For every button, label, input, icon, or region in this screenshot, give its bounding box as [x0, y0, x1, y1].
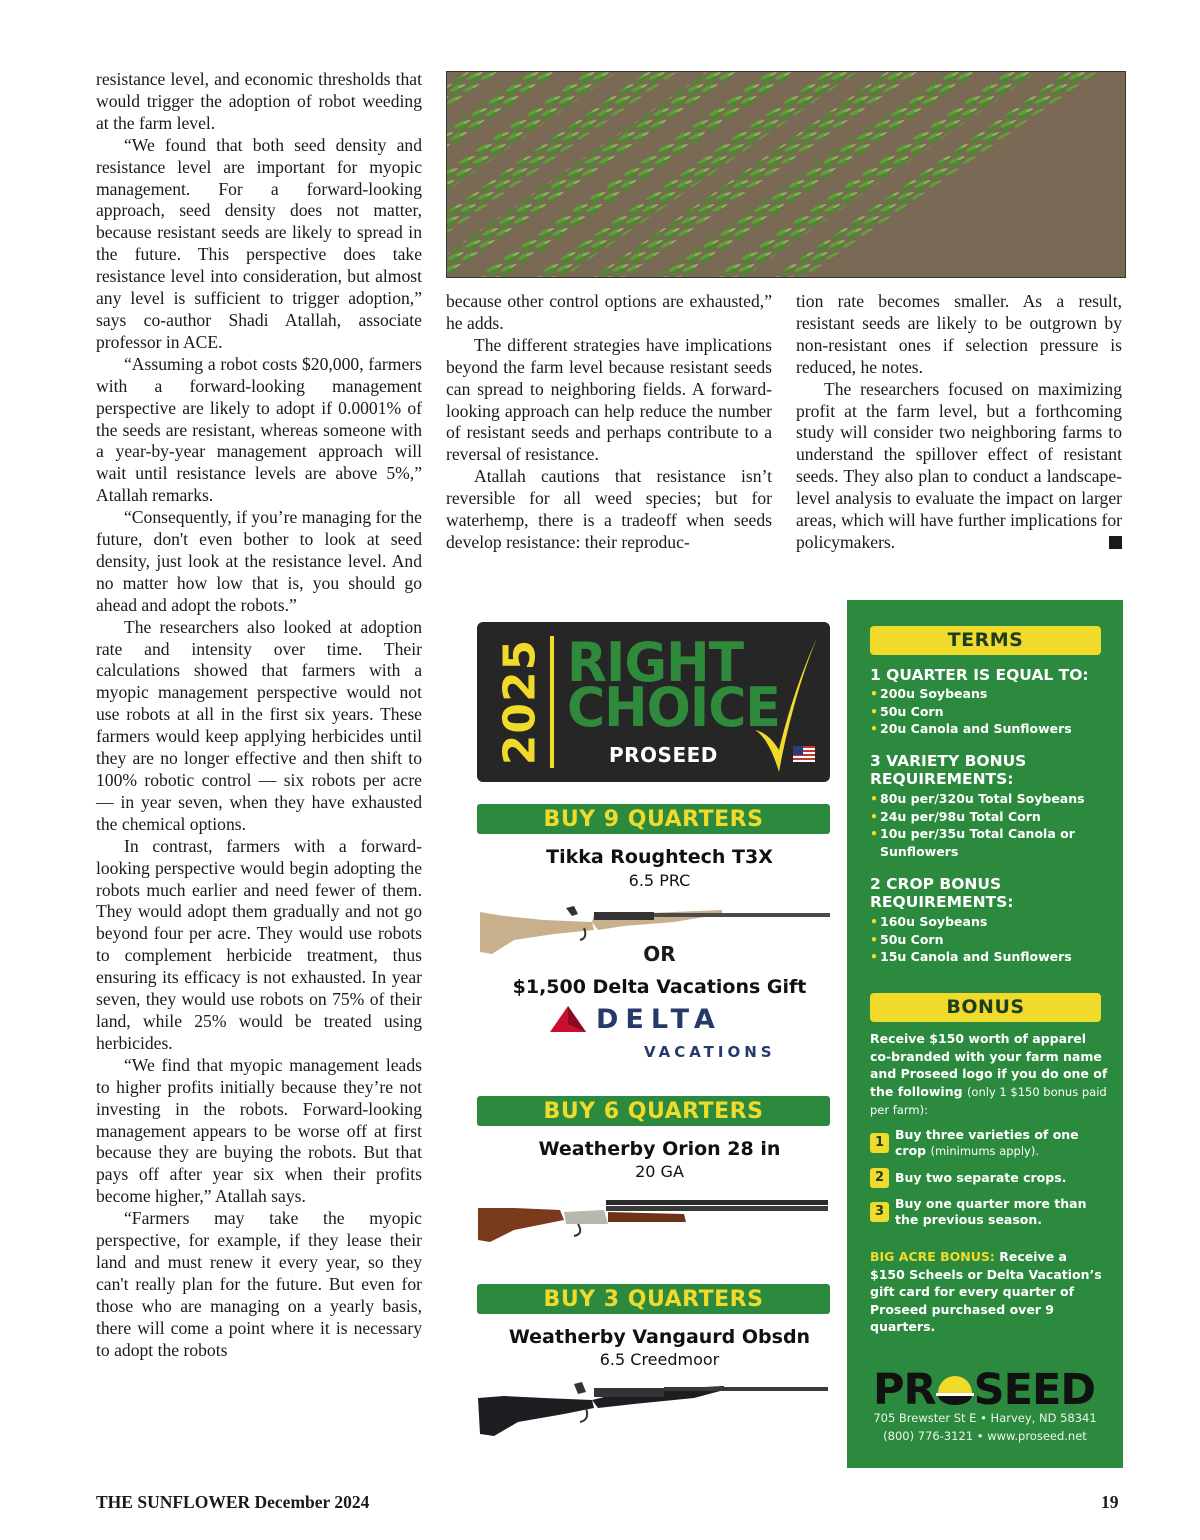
paragraph: In contrast, farmers with a forward-looking perspective would begin adopting the robots much earlier and need fewer of them. They would adopt them gradually and not go beyond four per acre. They would use robots to complement herbicide treatment, thus ensuring its efficacy is not exhausted. In year seven, they would use robots on 75% of their land, while 25% would be treated using herbicides. — [96, 835, 422, 1053]
bonus-note: (only 1 $150 bonus paid per farm): — [870, 1084, 1107, 1117]
list-item: • 24u per/98u Total Corn — [870, 808, 1115, 826]
vacations-wordmark: VACATIONS — [644, 1043, 776, 1061]
article-column-2 — [446, 291, 772, 554]
list-item: • 10u per/35u Total Canola or Sunflowers — [870, 825, 1115, 860]
logo-suffix: SEED — [973, 1365, 1096, 1415]
bonus-text: Receive $150 worth of apparel co-branded with your farm name and Proseed logo if you do one of the following — [870, 1031, 1108, 1099]
paragraph: tion rate becomes smaller. As a result, resistant seeds are likely to be outgrown by non-resistant ones if selection pressure is reduced, he notes. — [796, 291, 1122, 377]
paragraph: Atallah cautions that resistance isn’t reversible for all weed species; but for waterhemp, there is a tradeoff when seeds develop resistance: their reproduc- — [446, 466, 772, 552]
option-note: (minimums apply). — [930, 1144, 1039, 1158]
crop-bonus-heading: 2 CROP BONUS REQUIREMENTS: — [870, 875, 1014, 911]
prize-name: Weatherby Vangaurd Obsdn — [508, 1326, 811, 1348]
prize-name: Tikka Roughtech T3X — [546, 846, 773, 868]
prize-caliber: 6.5 PRC — [628, 871, 691, 890]
end-of-article-mark — [1109, 536, 1122, 549]
crop-bonus-list — [870, 913, 1115, 966]
article-column-3 — [796, 291, 1122, 554]
soybean-field-photo — [446, 71, 1126, 278]
paragraph: The different strategies have implications beyond the farm level because resistant seeds can spread to neighboring fields. A forward-looking approach can help reduce the number of resistant seeds and perhaps contribute to a reversal of resistance. — [446, 334, 772, 465]
big-acre-bonus — [870, 1248, 1106, 1336]
paragraph: “Consequently, if you’re managing for the future, don't even bother to look at seed density, just look at the resistance level. And no matter how low that is, you should go ahead and adopt the robots.” — [96, 507, 422, 615]
publication-footer: THE SUNFLOWER December 2024 — [96, 1492, 370, 1512]
contact: (800) 776-3121 • www.proseed.net — [883, 1429, 1087, 1443]
option-text — [895, 1127, 1110, 1159]
terms-panel — [847, 600, 1123, 1468]
list-item: • 50u Corn — [870, 703, 1115, 721]
bonus-description — [870, 1030, 1110, 1120]
prize-caliber: 6.5 Creedmoor — [599, 1350, 720, 1369]
option-number: 1 — [870, 1133, 889, 1153]
quarter-definition-list — [870, 685, 1115, 738]
list-item: • 20u Canola and Sunflowers — [870, 720, 1115, 738]
rifle-black-image — [474, 1376, 834, 1440]
paragraph: “We find that myopic management leads to higher profits initially because they’re not investing in the robots. Forward-looking management appears to be worse off at first because they are buying the robots. But that pays off after year six when their profits become higher,” Atallah says. — [96, 1054, 422, 1207]
or-label: OR — [643, 942, 676, 966]
bonus-heading: BONUS — [870, 993, 1101, 1022]
big-acre-text: Receive a $150 Scheels or Delta Vacation’s gift card for every quarter of Proseed purchased over 9 quarters. — [870, 1249, 1102, 1334]
delta-wordmark: DELTA — [596, 1004, 722, 1035]
variety-bonus-list — [870, 790, 1115, 860]
option-number: 2 — [870, 1168, 889, 1188]
paragraph: because other control options are exhausted,” he adds. — [446, 291, 772, 333]
buy-9-quarters-banner: BUY 9 QUARTERS — [477, 804, 830, 834]
logo-line-2: CHOICE — [567, 676, 780, 740]
list-item: • 50u Corn — [870, 931, 1115, 949]
article-column-1 — [96, 69, 422, 1361]
right-choice-logo — [477, 622, 830, 782]
variety-bonus-heading: 3 VARIETY BONUS REQUIREMENTS: — [870, 752, 1027, 788]
option-main: Buy one quarter more than the previous season. — [895, 1196, 1087, 1227]
option-main: Buy three varieties of one crop — [895, 1127, 1079, 1158]
sunrise-o-icon — [936, 1371, 974, 1407]
quarter-definition-heading: 1 QUARTER IS EQUAL TO: — [870, 666, 1089, 684]
paragraph-text: The researchers focused on maximizing profit at the farm level, but a forthcoming study will consider two neighboring farms to understand the spillover effect of resistant seeds. They also plan to conduct a landscape-level analysis to evaluate the impact on larger areas, which will have further implications for policymakers. — [796, 378, 1122, 552]
proseed-advertisement — [470, 600, 1123, 1468]
list-item: • 160u Soybeans — [870, 913, 1115, 931]
paragraph — [796, 379, 1122, 554]
buy-3-quarters-banner: BUY 3 QUARTERS — [477, 1284, 830, 1314]
paragraph: “Assuming a robot costs $20,000, farmers with a forward-looking management perspective are likely to adopt if 0.0001% of the seeds are resistant, whereas someone with a year-by-year management approach will wait until resistance levels are above 5%,” Atallah remarks. — [96, 353, 422, 506]
list-item: • 200u Soybeans — [870, 685, 1115, 703]
paragraph: resistance level, and economic thresholds that would trigger the adoption of robot weeding at the farm level. — [96, 69, 422, 133]
page-number: 19 — [1101, 1492, 1119, 1512]
terms-heading: TERMS — [870, 626, 1101, 655]
buy-6-quarters-banner: BUY 6 QUARTERS — [477, 1096, 830, 1126]
prize-name: Weatherby Orion 28 in — [538, 1138, 781, 1160]
delta-vacations-logo — [550, 1004, 790, 1064]
logo-line-1: RIGHT — [567, 631, 744, 695]
logo-divider — [550, 636, 554, 768]
paragraph: The researchers also looked at adoption rate and intensity over time. Their calculations showed that farmers with a myopic management perspective would not use robots at all in the first six years. These farmers would keep applying herbicides until they are no longer effective and then shift to 100% robotic control — six robots per acre — in year seven, when they have exhausted the chemical options. — [96, 616, 422, 834]
us-flag-icon — [793, 746, 815, 762]
delta-gift-name: $1,500 Delta Vacations Gift — [512, 976, 807, 998]
logo-prefix: PR — [873, 1365, 936, 1415]
proseed-logo — [873, 1366, 1101, 1414]
option-number: 3 — [870, 1202, 889, 1222]
logo-brand: PROSEED — [609, 743, 718, 767]
delta-triangle-icon — [550, 1006, 586, 1032]
paragraph: “Farmers may take the myopic perspective, for example, if they lease their land and must renew it every year, so they can't really plan for the future. But even for those who are managing on a yearly basis, there will come a point where it is necessary to adopt the robots — [96, 1208, 422, 1360]
big-acre-label: BIG ACRE BONUS: — [870, 1249, 995, 1264]
shotgun-image — [474, 1190, 834, 1250]
list-item: • 15u Canola and Sunflowers — [870, 948, 1115, 966]
option-main: Buy two separate crops. — [895, 1170, 1067, 1185]
logo-year: 2025 — [494, 638, 546, 766]
list-item: • 80u per/320u Total Soybeans — [870, 790, 1115, 808]
paragraph: “We found that both seed density and resistance level are important for myopic management. For a forward-looking approach, seed density does not matter, because resistant seeds are likely to spread in the future. This perspective does take resistance level into consideration, but almost any level is sufficient to trigger adoption,” says co-author Shadi Atallah, associate professor in ACE. — [96, 134, 422, 352]
address: 705 Brewster St E • Harvey, ND 58341 — [873, 1411, 1097, 1425]
prize-gauge: 20 GA — [635, 1162, 684, 1181]
